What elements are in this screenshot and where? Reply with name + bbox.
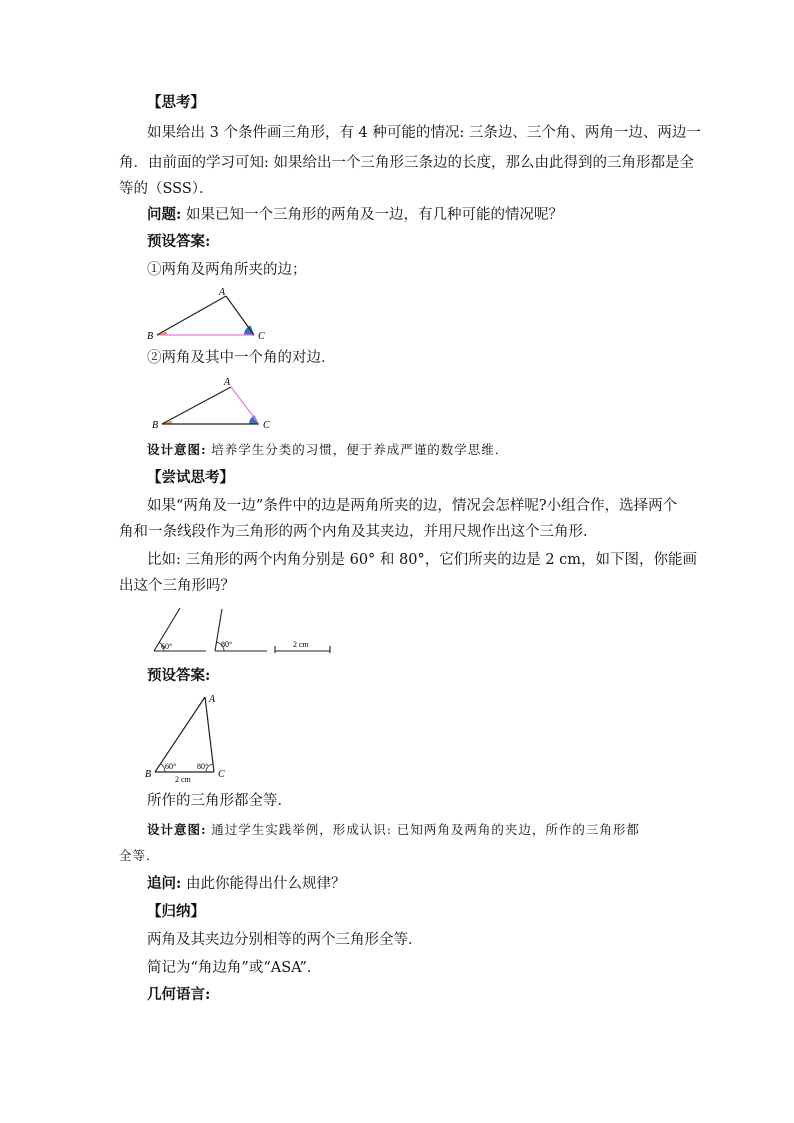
rule-statement: 两角及其夹边分别相等的两个三角形全等． xyxy=(147,932,423,948)
follow-up-label: 追问: xyxy=(147,875,182,892)
heading-try: 【尝试思考】 xyxy=(147,469,234,486)
design-intent-2-line-2: 全等． xyxy=(119,848,160,863)
tri1-label-A: A xyxy=(219,287,226,298)
paragraph-2-line-1: 如果“两角及一边”条件中的边是两角所夹的边，情况会怎样呢?小组合作，选择两个 xyxy=(147,498,678,514)
paragraph-1-line-1: 如果给出 3 个条件画三角形，有 4 种可能的情况: 三条边、三个角、两角一边、两边一 xyxy=(147,125,701,141)
design-intent-2-line-1 xyxy=(147,820,640,840)
design-intent-2-text: 通过学生实践举例，形成认识: 已知两角及两角的夹边，所作的三角形都 xyxy=(211,822,640,837)
tri3-label-B: B xyxy=(145,769,152,780)
paragraph-3-line-1: 比如: 三角形的两个内角分别是 60° 和 80°，它们所夹的边是 2 cm，如下图，你能画 xyxy=(147,552,698,568)
tri3-side-label: 2 cm xyxy=(175,775,191,784)
given-angle-80-label: 80° xyxy=(221,640,233,649)
follow-up-question xyxy=(147,874,345,894)
tri2-label-B: B xyxy=(152,420,159,431)
case-1: ①两角及两角所夹的边； xyxy=(147,262,307,278)
design-intent-1-label: 设计意图: xyxy=(147,442,207,457)
given-angle-60-label: 60° xyxy=(161,642,173,651)
case-2: ②两角及其中一个角的对边． xyxy=(147,350,336,366)
design-intent-2-label: 设计意图: xyxy=(147,822,207,837)
geometry-language-label: 几何语言: xyxy=(147,986,211,1003)
answer-label-1: 预设答案: xyxy=(147,233,211,250)
tri3-side-AB xyxy=(155,697,205,772)
tri3-angle-B-label: 60° xyxy=(165,762,177,771)
question-text: 如果已知一个三角形的两角及一边，有几种可能的情况呢？ xyxy=(185,207,563,223)
given-segment-label: 2 cm xyxy=(293,640,309,649)
paragraph-1-line-3: 等的（SSS）． xyxy=(119,181,214,197)
tri3-angle-C-label: 80° xyxy=(197,762,209,771)
tri3-label-A: A xyxy=(209,694,216,705)
congruent-statement: 所作的三角形都全等． xyxy=(147,793,292,809)
tri1-label-B: B xyxy=(147,331,154,342)
paragraph-3-line-2: 出这个三角形吗？ xyxy=(119,578,235,594)
tri2-label-A: A xyxy=(224,377,231,388)
abbreviation-statement: 简记为“角边角”或“ASA”． xyxy=(147,960,322,976)
tri3-label-C: C xyxy=(218,769,225,780)
tri2-label-C: C xyxy=(263,420,270,431)
heading-think: 【思考】 xyxy=(147,94,205,111)
tri3-side-AC xyxy=(205,697,214,772)
follow-up-text: 由此你能得出什么规律？ xyxy=(185,876,346,892)
question-label: 问题: xyxy=(147,206,182,223)
paragraph-1-line-2: 角．由前面的学习可知: 如果给出一个三角形三条边的长度，那么由此得到的三角形都是全 xyxy=(119,155,694,171)
tri1-label-C: C xyxy=(258,331,265,342)
heading-summary: 【归纳】 xyxy=(147,903,205,920)
answer-label-2: 预设答案: xyxy=(147,667,211,684)
design-intent-1-text: 培养学生分类的习惯，便于养成严谨的数学思维． xyxy=(211,442,509,457)
paragraph-2-line-2: 角和一条线段作为三角形的两个内角及其夹边，并用尺规作出这个三角形. xyxy=(119,524,588,540)
